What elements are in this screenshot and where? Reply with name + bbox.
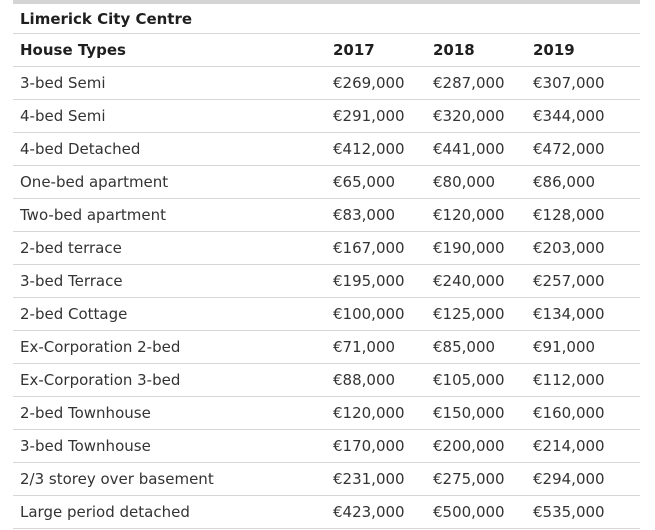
price-2017-cell: €167,000 — [333, 239, 405, 257]
table-row — [13, 100, 640, 133]
table-row — [13, 265, 640, 298]
price-2018-cell: €275,000 — [433, 470, 505, 488]
table-row — [13, 463, 640, 496]
price-2017-cell: €291,000 — [333, 107, 405, 125]
house-price-table — [13, 4, 640, 529]
header-2018: 2018 — [433, 41, 475, 59]
header-2019: 2019 — [533, 41, 575, 59]
price-2018-cell: €190,000 — [433, 239, 505, 257]
price-2019-cell: €257,000 — [533, 272, 605, 290]
price-2018-cell: €500,000 — [433, 503, 505, 521]
price-2017-cell: €83,000 — [333, 206, 396, 224]
price-2019-cell: €535,000 — [533, 503, 605, 521]
price-2019-cell: €203,000 — [533, 239, 605, 257]
price-2018-cell: €287,000 — [433, 74, 505, 92]
house-type-cell: 2/3 storey over basement — [20, 470, 214, 488]
house-type-cell: 2-bed Townhouse — [20, 404, 151, 422]
house-type-cell: Ex-Corporation 3-bed — [20, 371, 181, 389]
house-type-cell: 3-bed Townhouse — [20, 437, 151, 455]
price-2019-cell: €472,000 — [533, 140, 605, 158]
price-2019-cell: €214,000 — [533, 437, 605, 455]
price-2018-cell: €320,000 — [433, 107, 505, 125]
price-2019-cell: €344,000 — [533, 107, 605, 125]
price-2019-cell: €134,000 — [533, 305, 605, 323]
table-header-row — [13, 34, 640, 67]
price-2018-cell: €120,000 — [433, 206, 505, 224]
table-row — [13, 67, 640, 100]
table-row — [13, 199, 640, 232]
house-type-cell: One-bed apartment — [20, 173, 169, 191]
price-2019-cell: €128,000 — [533, 206, 605, 224]
price-2017-cell: €195,000 — [333, 272, 405, 290]
table-row — [13, 364, 640, 397]
price-2019-cell: €86,000 — [533, 173, 596, 191]
house-type-cell: Ex-Corporation 2-bed — [20, 338, 181, 356]
house-type-cell: 2-bed Cottage — [20, 305, 128, 323]
house-type-cell: Two-bed apartment — [20, 206, 167, 224]
house-type-cell: 4-bed Semi — [20, 107, 106, 125]
price-2019-cell: €112,000 — [533, 371, 605, 389]
table-row — [13, 331, 640, 364]
price-2017-cell: €423,000 — [333, 503, 405, 521]
price-2017-cell: €170,000 — [333, 437, 405, 455]
price-2017-cell: €412,000 — [333, 140, 405, 158]
price-2018-cell: €80,000 — [433, 173, 496, 191]
price-2019-cell: €160,000 — [533, 404, 605, 422]
price-2018-cell: €150,000 — [433, 404, 505, 422]
header-2017: 2017 — [333, 41, 375, 59]
table-row — [13, 232, 640, 265]
price-2018-cell: €240,000 — [433, 272, 505, 290]
header-house-types: House Types — [20, 41, 126, 59]
table-row — [13, 397, 640, 430]
table-row — [13, 166, 640, 199]
price-2018-cell: €125,000 — [433, 305, 505, 323]
price-2019-cell: €294,000 — [533, 470, 605, 488]
price-2018-cell: €105,000 — [433, 371, 505, 389]
price-2017-cell: €120,000 — [333, 404, 405, 422]
price-2018-cell: €441,000 — [433, 140, 505, 158]
price-2019-cell: €91,000 — [533, 338, 596, 356]
house-type-cell: 3-bed Terrace — [20, 272, 123, 290]
table-row — [13, 133, 640, 166]
table-title: Limerick City Centre — [20, 9, 193, 28]
price-2018-cell: €85,000 — [433, 338, 496, 356]
price-2017-cell: €65,000 — [333, 173, 396, 191]
house-type-cell: 2-bed terrace — [20, 239, 122, 257]
price-2017-cell: €88,000 — [333, 371, 396, 389]
table-title-row — [13, 4, 640, 34]
price-2019-cell: €307,000 — [533, 74, 605, 92]
table-row — [13, 430, 640, 463]
price-2017-cell: €231,000 — [333, 470, 405, 488]
price-2017-cell: €100,000 — [333, 305, 405, 323]
house-type-cell: 3-bed Semi — [20, 74, 106, 92]
table-row — [13, 496, 640, 529]
house-type-cell: Large period detached — [20, 503, 190, 521]
price-2018-cell: €200,000 — [433, 437, 505, 455]
table-row — [13, 298, 640, 331]
price-2017-cell: €71,000 — [333, 338, 396, 356]
house-type-cell: 4-bed Detached — [20, 140, 141, 158]
price-2017-cell: €269,000 — [333, 74, 405, 92]
